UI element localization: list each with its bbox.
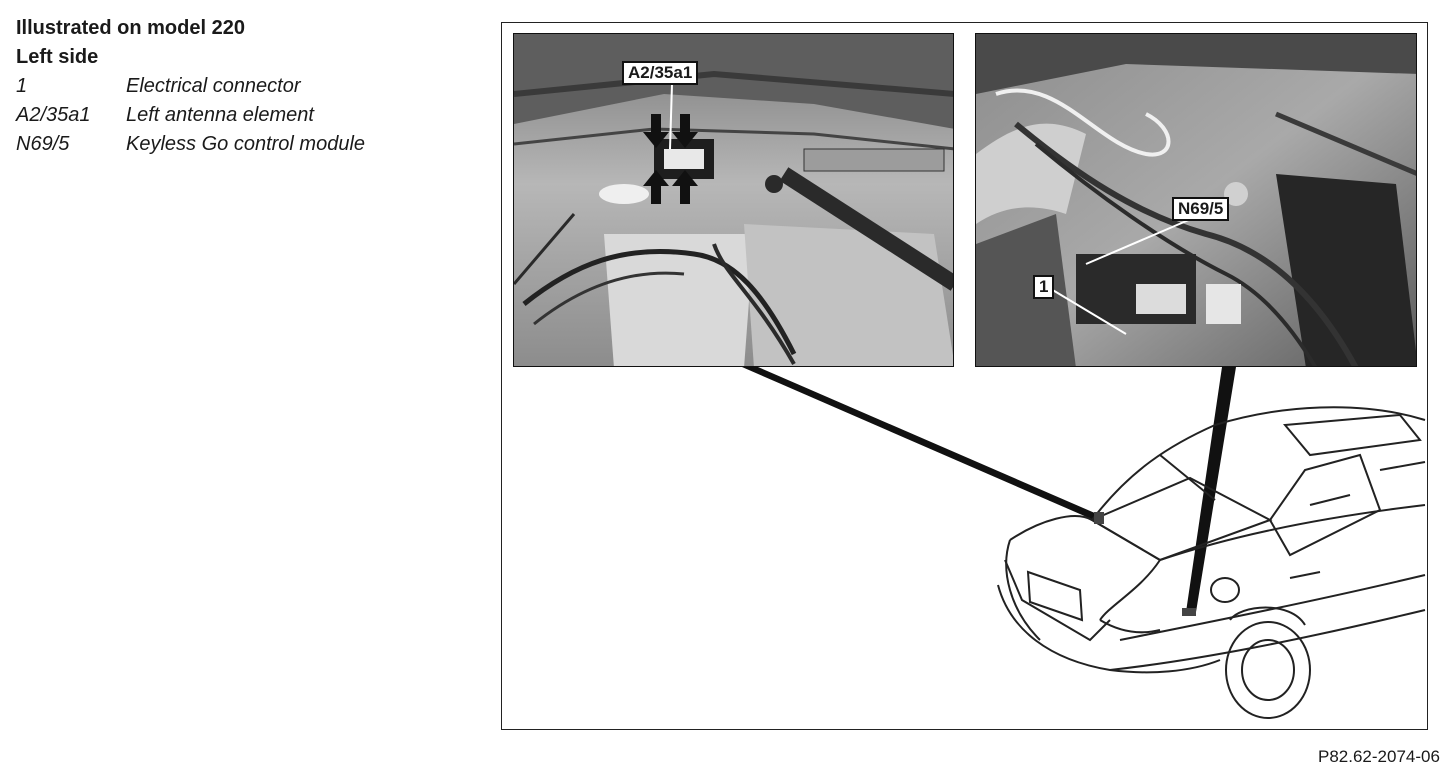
legend-subtitle: Left side bbox=[16, 46, 99, 68]
antenna-location-marker bbox=[1094, 512, 1104, 524]
callout-connector: 1 bbox=[1033, 275, 1054, 299]
legend-key: A2/35a1 bbox=[16, 104, 91, 126]
module-location-marker bbox=[1182, 608, 1196, 616]
legend-desc: Electrical connector bbox=[126, 75, 301, 97]
legend-desc: Left antenna element bbox=[126, 104, 314, 126]
legend-title: Illustrated on model 220 bbox=[16, 17, 245, 39]
callout-antenna: A2/35a1 bbox=[622, 61, 698, 85]
leader-line bbox=[742, 367, 1104, 521]
figure-reference: P82.62-2074-06 bbox=[1318, 747, 1440, 766]
legend-key: N69/5 bbox=[16, 133, 70, 155]
legend-key: 1 bbox=[16, 75, 28, 97]
callout-module: N69/5 bbox=[1172, 197, 1229, 221]
legend-desc: Keyless Go control module bbox=[126, 133, 366, 155]
